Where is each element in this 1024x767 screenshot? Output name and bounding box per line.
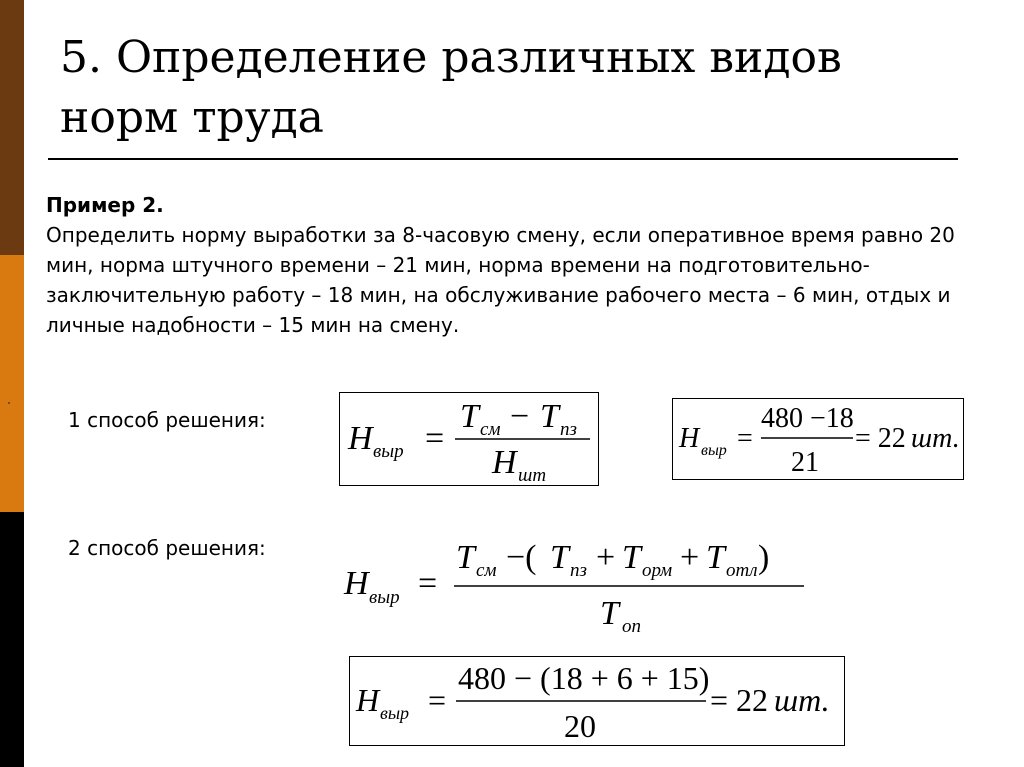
f1-minus: − [510,398,530,435]
f3-t2: Т [550,539,569,576]
f2-equals: = [737,423,753,454]
f4-equals: = [428,682,447,718]
formula-2-box [672,398,964,480]
f3-t3: Т [622,539,641,576]
method-1-label: 1 способ решения: [68,408,266,432]
f1-num-a-sub: см [480,419,501,440]
f3-lhs-sub: выр [369,587,400,608]
formula-3-block [338,528,818,648]
formula-4-box [349,656,845,746]
formula-2 [673,399,963,479]
problem-text: Определить норму выработки за 8-часовую смену, если оперативное время равно 20 мин, норма штучного времени – 21 мин, норма времени на подготовительно-заключительную работу – 18 мин, на обслуживание рабочего места – 6 мин, отдых и личные надобности – 15 мин на смену. [46,223,955,337]
problem-block [46,190,966,340]
f3-equals: = [418,565,438,602]
f2-lhs: Н [679,423,700,454]
example-heading: Пример 2. [46,193,164,217]
accent-stripe-orange [0,255,24,512]
f4-unit: шт. [774,682,830,718]
f1-den: Н [492,444,517,481]
f3-den-sub: оп [622,616,641,637]
f2-denominator: 21 [791,447,819,478]
f1-lhs-sub: выр [373,441,404,462]
f3-op1: −( [506,539,537,576]
f1-num-b: Т [540,398,559,435]
f3-close: ) [758,539,770,576]
f2-numerator: 480 −18 [761,403,854,434]
formula-1-box [339,392,599,486]
accent-stripe-brown [0,0,24,255]
f2-result: = 22 [855,423,906,454]
f4-numerator: 480 − (18 + 6 + 15) [458,660,710,696]
f1-equals: = [425,420,445,457]
f4-lhs: Н [356,682,380,718]
f3-t1-sub: см [476,560,497,581]
f3-den: Т [600,595,619,632]
f3-t1: Т [456,539,475,576]
f3-plus2: + [680,539,700,576]
f3-lhs: Н [344,565,369,602]
formula-3 [338,528,818,648]
f2-lhs-sub: выр [701,442,727,459]
stripe-marker-dot [8,402,10,404]
f3-t4: Т [706,539,725,576]
formula-1 [340,393,598,485]
method-2-label: 2 способ решения: [68,536,266,560]
title-divider [48,158,958,160]
f4-result: = 22 [710,682,769,718]
f1-den-sub: шт [518,465,547,486]
f1-num-b-sub: пз [560,419,577,440]
formula-4 [350,657,844,745]
f2-unit: шт. [911,423,960,454]
slide-title-line2: норм труда [60,92,324,143]
f3-t4-sub: отл [726,560,758,581]
f1-lhs: Н [348,420,373,457]
accent-stripe-black [0,512,24,767]
f3-t3-sub: орм [642,560,673,581]
f3-t2-sub: пз [570,560,587,581]
f3-plus1: + [596,539,616,576]
f4-lhs-sub: выр [380,703,410,723]
slide-title-line1: 5. Определение различных видов [60,32,842,83]
f1-num-a: Т [460,398,479,435]
slide-title [60,28,960,148]
f4-denominator: 20 [564,708,596,744]
